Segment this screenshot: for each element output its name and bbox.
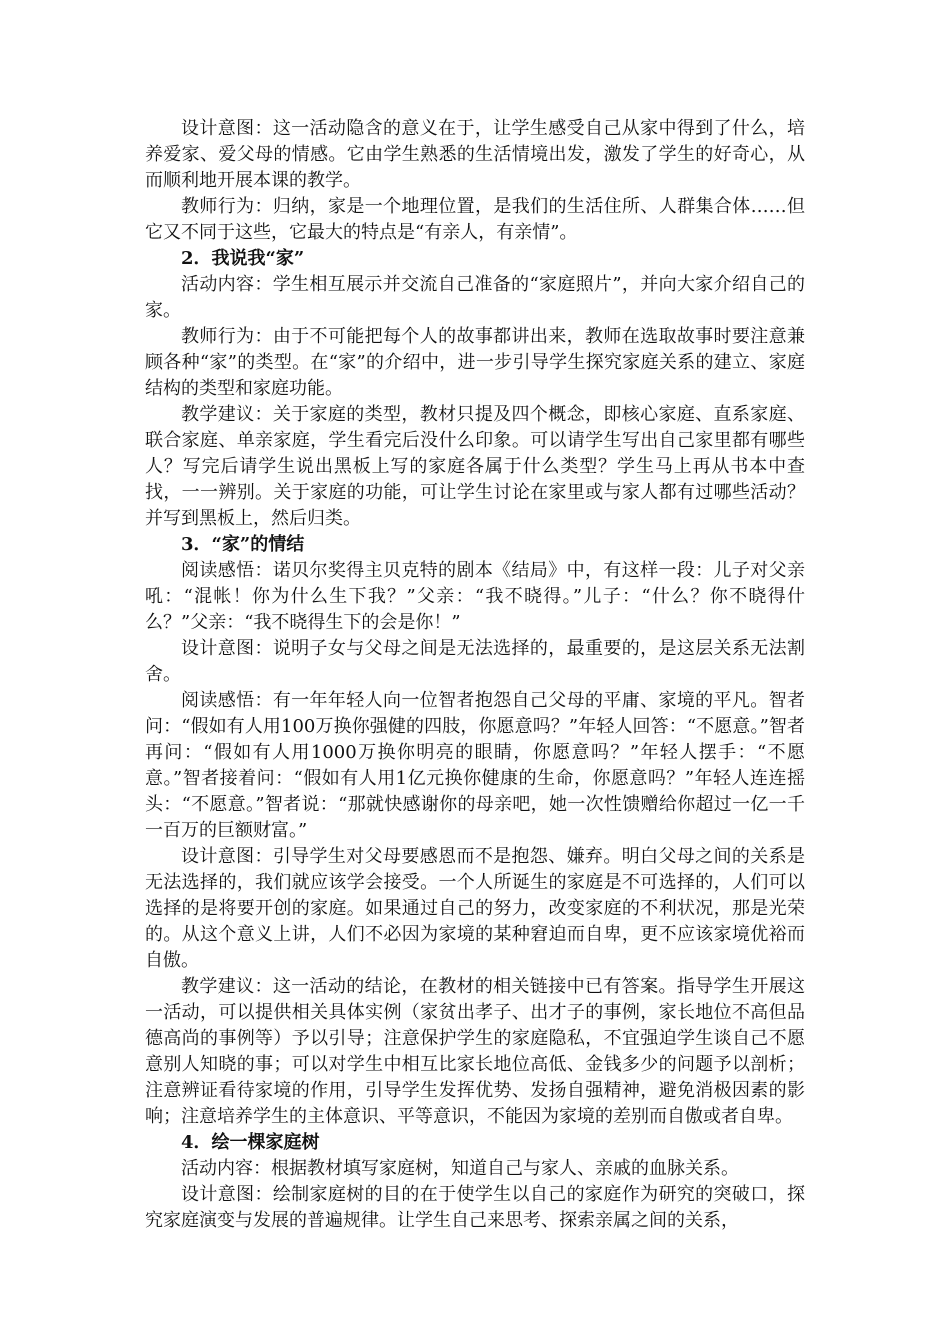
paragraph-activity-content-4: 活动内容：根据教材填写家庭树，知道自己与家人、亲戚的血脉关系。 <box>181 1158 739 1179</box>
document-page <box>145 116 805 1234</box>
section-heading-2: 2．我说我“家” <box>181 248 305 269</box>
section-heading-4: 4．绘一棵家庭树 <box>181 1132 320 1153</box>
paragraph-teacher-action-2: 教师行为：由于不可能把每个人的故事都讲出来，教师在选取故事时要注意兼顾各种“家”的类型。在“家”的介绍中，进一步引导学生探究家庭关系的建立、家庭结构的类型和家庭功能。 <box>145 326 805 399</box>
paragraph-teacher-action-1: 教师行为：归纳，家是一个地理位置，是我们的生活住所、人群集合体……但它又不同于这些，它最大的特点是“有亲人，有亲情”。 <box>145 196 805 243</box>
paragraph-design-intent-4: 设计意图：绘制家庭树的目的在于使学生以自己的家庭作为研究的突破口，探究家庭演变与发展的普遍规律。让学生自己来思考、探索亲属之间的关系， <box>145 1184 805 1231</box>
paragraph-reading-insight-1: 阅读感悟：诺贝尔奖得主贝克特的剧本《结局》中，有这样一段：儿子对父亲吼：“混帐！你为什么生下我？”父亲：“我不晓得。”儿子：“什么？你不晓得什么？”父亲：“我不晓得生下的会是你！” <box>145 560 805 633</box>
paragraph-design-intent-1: 设计意图：这一活动隐含的意义在于，让学生感受自己从家中得到了什么，培养爱家、爱父母的情感。它由学生熟悉的生活情境出发，激发了学生的好奇心，从而顺利地开展本课的教学。 <box>145 118 805 191</box>
paragraph-design-intent-2: 设计意图：说明子女与父母之间是无法选择的，最重要的，是这层关系无法割舍。 <box>145 638 805 685</box>
paragraph-reading-insight-2: 阅读感悟：有一年年轻人向一位智者抱怨自己父母的平庸、家境的平凡。智者问：“假如有人用100万换你强健的四肢，你愿意吗？”年轻人回答：“不愿意。”智者再问：“假如有人用1000万换你明亮的眼睛，你愿意吗？”年轻人摆手：“不愿意。”智者接着问：“假如有人用1亿元换你健康的生命，你愿意吗？”年轻人连连摇头：“不愿意。”智者说：“那就快感谢你的母亲吧，她一次性馈赠给你超过一亿一千一百万的巨额财富。” <box>145 690 805 841</box>
paragraph-activity-content-2: 活动内容：学生相互展示并交流自己准备的“家庭照片”，并向大家介绍自己的家。 <box>145 274 805 321</box>
paragraph-design-intent-3: 设计意图：引导学生对父母要感恩而不是抱怨、嫌弃。明白父母之间的关系是无法选择的，我们就应该学会接受。一个人所诞生的家庭是不可选择的，人们可以选择的是将要开创的家庭。如果通过自己的努力，改变家庭的不利状况，那是光荣的。从这个意义上讲，人们不必因为家境的某种窘迫而自卑，更不应该家境优裕而自傲。 <box>145 846 805 971</box>
paragraph-teaching-suggestion-3: 教学建议：这一活动的结论，在教材的相关链接中已有答案。指导学生开展这一活动，可以提供相关具体实例（家贫出孝子、出才子的事例，家长地位不高但品德高尚的事例等）予以引导；注意保护学生的家庭隐私，不宜强迫学生谈自己不愿意别人知晓的事；可以对学生中相互比家长地位高低、金钱多少的问题予以剖析；注意辨证看待家境的作用，引导学生发挥优势、发扬自强精神，避免消极因素的影响；注意培养学生的主体意识、平等意识，不能因为家境的差别而自傲或者自卑。 <box>145 976 805 1127</box>
section-heading-3: 3．“家”的情结 <box>181 534 305 555</box>
paragraph-teaching-suggestion-2: 教学建议：关于家庭的类型，教材只提及四个概念，即核心家庭、直系家庭、联合家庭、单亲家庭，学生看完后没什么印象。可以请学生写出自己家里都有哪些人？写完后请学生说出黑板上写的家庭各属于什么类型？学生马上再从书本中查找，一一辨别。关于家庭的功能，可让学生讨论在家里或与家人都有过哪些活动？并写到黑板上，然后归类。 <box>145 404 805 529</box>
